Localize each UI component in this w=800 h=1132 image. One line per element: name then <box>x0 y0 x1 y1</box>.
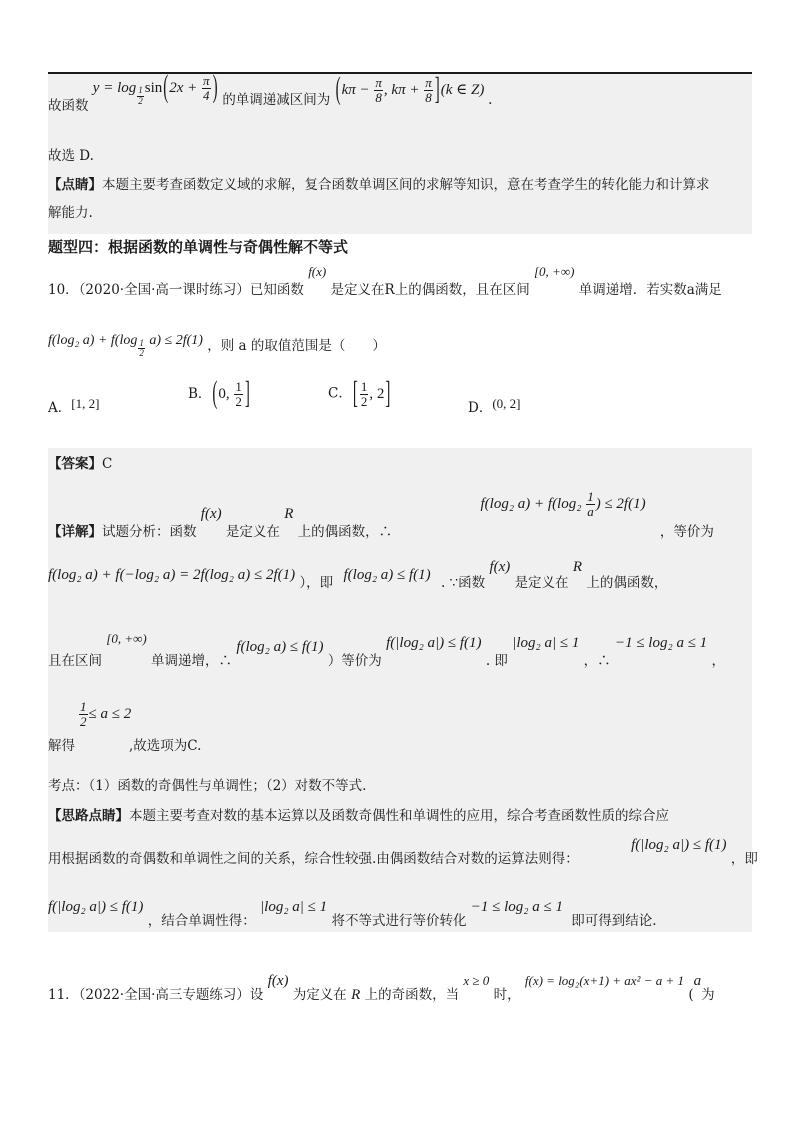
question-10-stem: 10．（2020·全国·高一课时练习）已知函数 f(x) 是定义在R上的偶函数，且在区间 [0, +∞) 单调递增．若实数a满足 <box>48 264 722 298</box>
question-11-stem: 11．（2022·全国·高三专题练习）设 f(x) 为定义在 R 上的奇函数，当 x ≥ 0 时， f(x) = log₂(x+1) + ax² − a + 1 (a为 <box>48 973 715 1003</box>
choose-d-line: 故选 D. <box>48 148 94 164</box>
option-c[interactable]: C．[ $\frac{1}{2}$ , 2] <box>328 376 391 411</box>
section-title: 题型四：根据函数的单调性与奇偶性解不等式 <box>48 238 349 256</box>
detail-line-2: f(log₂ a) + f(−log₂ a) = 2f(log₂ a) ≤ 2f(1) ），即 f(log₂ a) ≤ f(1) . ∵函数 f(x) 是定义在 R 上的偶函数， <box>48 559 668 591</box>
option-d[interactable]: D．(0, 2] <box>468 396 521 416</box>
option-b[interactable]: B．(0, $\frac{1}{2}$ ] <box>188 376 250 411</box>
top-conclusion-line: 故函数 y = log $\frac{1}{2}$ sin(2x + $\frac{\pi}{4}$ ) 的单调递减区间为 (kπ − $\frac{\pi}{8}$ , kπ + $\frac{\pi}{8}$ ](k ∈ Z) . <box>48 70 493 114</box>
decreasing-interval: (kπ − $\frac{\pi}{8}$ , kπ + $\frac{\pi}{8}$ ](k ∈ Z) <box>335 72 485 107</box>
kaodian-line: 考点：（1）函数的奇偶性与单调性；（2）对数不等式. <box>48 778 367 794</box>
function-expression: y = log $\frac{1}{2}$ sin(2x + $\frac{\pi}{4}$ ) <box>92 70 218 106</box>
question-10-condition: f(log₂ a) + f(log $\frac{1}{2}$ a) ≤ 2f(1) ，则 a 的取值范围是（ ） <box>48 333 386 358</box>
detail-line-1: 【详解】试题分析：函数 f(x) 是定义在 R 上的偶函数，∴ f(log₂ a) + f(log₂ $\frac{1}{a}$ ) ≤ 2f(1) ，等价为 <box>48 489 714 540</box>
review-paragraph: 【点睛】本题主要考查函数定义域的求解，复合函数单调区间的求解等知识，意在考查学生的转化能力和计算求 解能力. <box>48 177 710 221</box>
detail-solve-line: $\frac{1}{2}$ ≤ a ≤ 2 <box>80 699 132 729</box>
answer-line: 【答案】C <box>48 456 113 472</box>
thinking-line-1: 【思路点睛】本题主要考查对数的基本运算以及函数奇偶性和单调性的应用，综合考查函数性质的综合应 <box>48 808 669 824</box>
detail-line-3: 且在区间 [0, +∞) 单调递增，∴ f(log₂ a) ≤ f(1) ）等价为 f(|log₂ a|) ≤ f(1) . 即 |log₂ a| ≤ 1 ，∴ −1 ≤ log₂ a ≤ 1 ， <box>48 631 725 669</box>
thinking-line-2: 用根据函数的奇偶数和单调性之间的关系，综合性较强.由偶函数结合对数的运算法则得： f(|log₂ a|) ≤ f(1) ，即 <box>48 837 758 867</box>
detail-result-line: 解得 ,故选项为C. <box>48 738 202 754</box>
option-a[interactable]: A．[1, 2] <box>48 396 100 416</box>
thinking-line-3: f(|log₂ a|) ≤ f(1) ，结合单调性得： |log₂ a| ≤ 1 将不等式进行等价转化 −1 ≤ log₂ a ≤ 1 即可得到结论. <box>48 899 657 929</box>
